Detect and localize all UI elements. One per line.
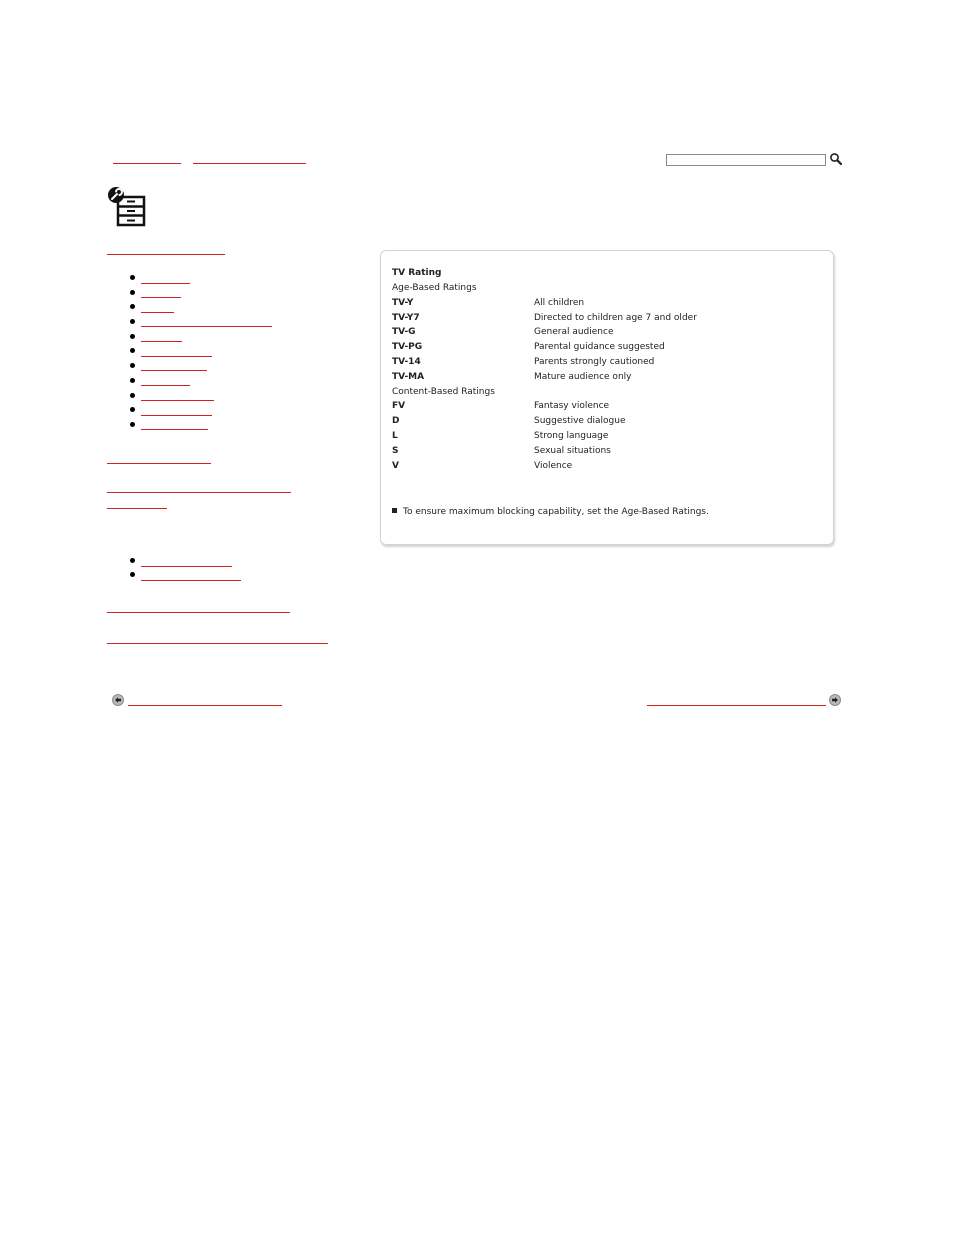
note-text: To ensure maximum blocking capability, set the Age-Based Ratings.	[403, 507, 709, 517]
nav-bullet	[130, 304, 135, 309]
nav-bullet	[130, 290, 135, 295]
rating-code: L	[392, 431, 398, 441]
rating-description: Parents strongly cautioned	[534, 357, 655, 367]
previous-page-button[interactable]	[112, 694, 124, 706]
nav-subitem-3[interactable]	[141, 312, 174, 313]
nav-link-section-5[interactable]	[107, 643, 328, 644]
search-input[interactable]	[667, 162, 825, 172]
nav-subitem-10[interactable]	[141, 415, 212, 416]
nav-link-section-3[interactable]	[107, 492, 291, 493]
rating-code: FV	[392, 401, 406, 411]
rating-code: D	[392, 416, 400, 426]
rating-description: Fantasy violence	[534, 401, 610, 411]
nav-subitem-7[interactable]	[141, 370, 207, 371]
nav-link-section-3-cont[interactable]	[107, 508, 167, 509]
rating-code: TV-Y7	[392, 313, 420, 323]
rating-description: Violence	[534, 461, 573, 471]
nav-bullet	[130, 363, 135, 368]
nav-bullet	[130, 407, 135, 412]
rating-description: Parental guidance suggested	[534, 342, 665, 352]
nav-subitem-13[interactable]	[141, 580, 241, 581]
search-button[interactable]	[829, 152, 843, 166]
previous-page-link[interactable]	[128, 705, 282, 706]
search-field[interactable]	[666, 154, 826, 166]
nav-bullet	[130, 393, 135, 398]
content-heading: Content-Based Ratings	[392, 387, 495, 397]
age-heading: Age-Based Ratings	[392, 283, 477, 293]
square-bullet-icon	[392, 508, 397, 513]
nav-bullet	[130, 319, 135, 324]
nav-bullet	[130, 348, 135, 353]
nav-subitem-11[interactable]	[141, 429, 208, 430]
nav-subitem-4[interactable]	[141, 326, 272, 327]
breadcrumb-link-section[interactable]	[193, 163, 306, 164]
nav-bullet	[130, 422, 135, 427]
nav-link-category[interactable]	[107, 254, 225, 255]
note	[392, 507, 709, 518]
arrow-left-icon	[113, 695, 123, 705]
rating-description: Mature audience only	[534, 372, 632, 382]
rating-code: TV-14	[392, 357, 421, 367]
search-icon	[829, 152, 843, 166]
nav-subitem-12[interactable]	[141, 566, 232, 567]
nav-subitem-1[interactable]	[141, 283, 190, 284]
rating-description: Suggestive dialogue	[534, 416, 626, 426]
panel-title: TV Rating	[392, 268, 442, 278]
rating-description: Sexual situations	[534, 446, 611, 456]
nav-bullet	[130, 275, 135, 280]
nav-link-section-2[interactable]	[107, 463, 211, 464]
nav-subitem-8[interactable]	[141, 385, 190, 386]
content-panel	[380, 250, 834, 545]
nav-subitem-9[interactable]	[141, 400, 214, 401]
next-page-button[interactable]	[829, 694, 841, 706]
next-page-link[interactable]	[647, 705, 826, 706]
rating-code: TV-PG	[392, 342, 423, 352]
nav-link-section-4[interactable]	[107, 612, 290, 613]
nav-bullet	[130, 572, 135, 577]
rating-description: Directed to children age 7 and older	[534, 313, 697, 323]
rating-description: Strong language	[534, 431, 609, 441]
toolbox-icon	[107, 186, 149, 228]
nav-bullet	[130, 558, 135, 563]
rating-description: All children	[534, 298, 585, 308]
breadcrumb-link-home[interactable]	[113, 163, 181, 164]
rating-description: General audience	[534, 327, 614, 337]
nav-subitem-5[interactable]	[141, 341, 182, 342]
nav-bullet	[130, 334, 135, 339]
rating-code: TV-G	[392, 327, 416, 337]
rating-code: TV-MA	[392, 372, 425, 382]
nav-bullet	[130, 378, 135, 383]
nav-subitem-6[interactable]	[141, 356, 212, 357]
arrow-right-icon	[830, 695, 840, 705]
rating-code: TV-Y	[392, 298, 414, 308]
rating-code: V	[392, 461, 399, 471]
rating-code: S	[392, 446, 399, 456]
nav-subitem-2[interactable]	[141, 297, 181, 298]
